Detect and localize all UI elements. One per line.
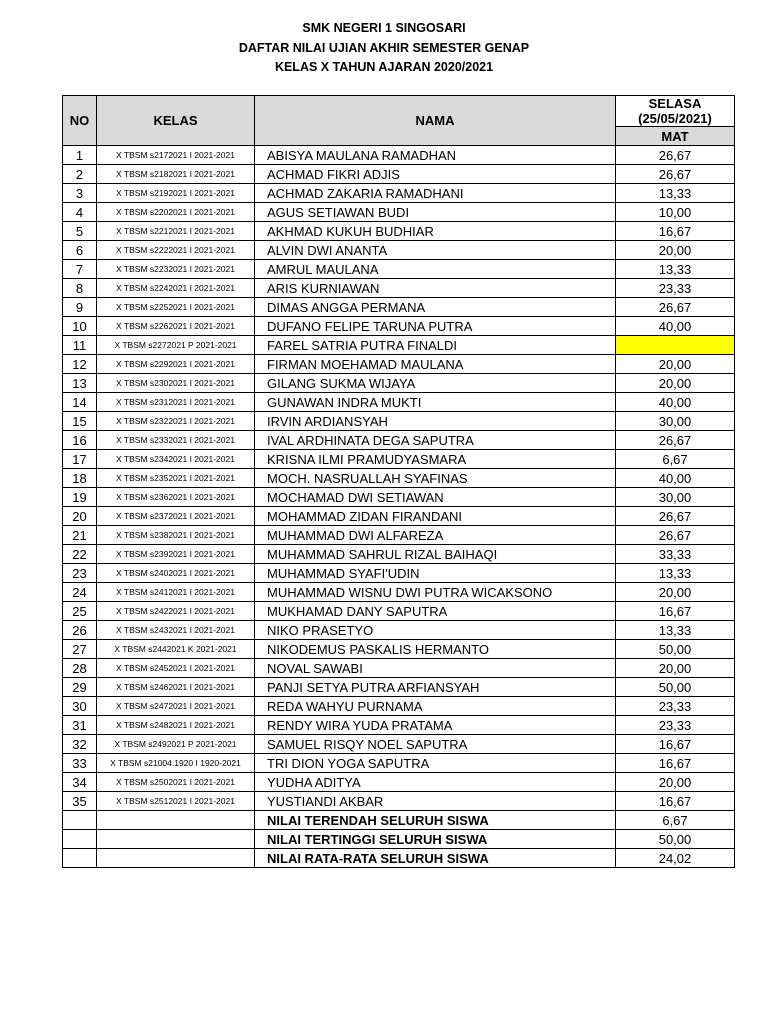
row-number-cell: 23: [63, 564, 97, 583]
class-cell: X TBSM s2492021 P 2021-2021: [97, 735, 255, 754]
summary-empty-cell: [63, 830, 97, 849]
table-row: [63, 412, 735, 431]
student-name-cell: DIMAS ANGGA PERMANA: [255, 298, 616, 317]
class-cell: X TBSM s2472021 I 2021-2021: [97, 697, 255, 716]
table-row: [63, 602, 735, 621]
student-name-cell: IRVIN ARDIANSYAH: [255, 412, 616, 431]
table-row: [63, 564, 735, 583]
row-number-cell: 6: [63, 241, 97, 260]
table-row: [63, 203, 735, 222]
math-score-cell: 23,33: [616, 716, 735, 735]
row-number-cell: 18: [63, 469, 97, 488]
math-score-cell: 26,67: [616, 298, 735, 317]
class-year-subtitle: KELAS X TAHUN AJARAN 2020/2021: [274, 60, 494, 74]
table-row: [63, 697, 735, 716]
row-number-cell: 26: [63, 621, 97, 640]
math-score-cell: 20,00: [616, 659, 735, 678]
student-name-cell: NIKODEMUS PASKALIS HERMANTO: [255, 640, 616, 659]
student-name-cell: ABISYA MAULANA RAMADHAN: [255, 146, 616, 165]
row-number-cell: 4: [63, 203, 97, 222]
class-cell: X TBSM s2262021 I 2021-2021: [97, 317, 255, 336]
math-score-cell: 16,67: [616, 602, 735, 621]
class-cell: X TBSM s2412021 I 2021-2021: [97, 583, 255, 602]
student-name-cell: TRI DION YOGA SAPUTRA: [255, 754, 616, 773]
table-row: [63, 754, 735, 773]
math-score-cell: 26,67: [616, 431, 735, 450]
table-row: [63, 260, 735, 279]
summary-row: [63, 811, 735, 830]
row-number-cell: 14: [63, 393, 97, 412]
summary-empty-cell: [63, 811, 97, 830]
student-name-cell: IVAL ARDHINATA DEGA SAPUTRA: [255, 431, 616, 450]
class-cell: X TBSM s2302021 I 2021-2021: [97, 374, 255, 393]
math-score-cell: 13,33: [616, 564, 735, 583]
class-cell: X TBSM s2452021 I 2021-2021: [97, 659, 255, 678]
class-cell: X TBSM s2252021 I 2021-2021: [97, 298, 255, 317]
table-row: [63, 792, 735, 811]
math-score-cell: 50,00: [616, 678, 735, 697]
math-score-cell: 26,67: [616, 165, 735, 184]
table-row: [63, 336, 735, 355]
class-cell: X TBSM s2382021 I 2021-2021: [97, 526, 255, 545]
row-number-cell: 34: [63, 773, 97, 792]
grades-table: [62, 95, 735, 868]
math-score-cell: 26,67: [616, 526, 735, 545]
class-cell: X TBSM s2172021 I 2021-2021: [97, 146, 255, 165]
class-cell: X TBSM s2372021 I 2021-2021: [97, 507, 255, 526]
table-row: [63, 165, 735, 184]
row-number-cell: 22: [63, 545, 97, 564]
summary-row: [63, 830, 735, 849]
student-name-cell: ACHMAD ZAKARIA RAMADHANI: [255, 184, 616, 203]
table-row: [63, 374, 735, 393]
row-number-cell: 5: [63, 222, 97, 241]
math-score-cell: 30,00: [616, 412, 735, 431]
student-name-cell: MUHAMMAD WISNU DWI PUTRA WICAKSONO: [255, 583, 616, 602]
math-score-cell: 20,00: [616, 773, 735, 792]
class-cell: X TBSM s2342021 I 2021-2021: [97, 450, 255, 469]
student-name-cell: YUSTIANDI AKBAR: [255, 792, 616, 811]
row-number-cell: 12: [63, 355, 97, 374]
student-name-cell: AGUS SETIAWAN BUDI: [255, 203, 616, 222]
class-cell: X TBSM s2422021 I 2021-2021: [97, 602, 255, 621]
class-cell: X TBSM s2432021 I 2021-2021: [97, 621, 255, 640]
math-score-cell: 10,00: [616, 203, 735, 222]
summary-label: NILAI TERENDAH SELURUH SISWA: [255, 811, 616, 830]
student-name-cell: MUHAMMAD DWI ALFAREZA: [255, 526, 616, 545]
table-row: [63, 583, 735, 602]
class-cell: X TBSM s2232021 I 2021-2021: [97, 260, 255, 279]
row-number-cell: 19: [63, 488, 97, 507]
row-number-cell: 3: [63, 184, 97, 203]
table-row: [63, 298, 735, 317]
math-score-cell: 33,33: [616, 545, 735, 564]
row-number-cell: 1: [63, 146, 97, 165]
student-name-cell: MOCH. NASRUALLAH SYAFINAS: [255, 469, 616, 488]
summary-empty-cell: [97, 811, 255, 830]
column-header-no: NO: [63, 96, 97, 146]
row-number-cell: 27: [63, 640, 97, 659]
math-score-cell: 13,33: [616, 184, 735, 203]
class-cell: X TBSM s2332021 I 2021-2021: [97, 431, 255, 450]
summary-empty-cell: [63, 849, 97, 868]
row-number-cell: 21: [63, 526, 97, 545]
table-row: [63, 545, 735, 564]
table-row: [63, 241, 735, 260]
row-number-cell: 13: [63, 374, 97, 393]
row-number-cell: 2: [63, 165, 97, 184]
math-score-cell: 16,67: [616, 792, 735, 811]
math-score-cell: 26,67: [616, 146, 735, 165]
student-name-cell: KRISNA ILMI PRAMUDYASMARA: [255, 450, 616, 469]
row-number-cell: 15: [63, 412, 97, 431]
table-row: [63, 621, 735, 640]
table-row: [63, 678, 735, 697]
row-number-cell: 11: [63, 336, 97, 355]
student-name-cell: AKHMAD KUKUH BUDHIAR: [255, 222, 616, 241]
table-row: [63, 640, 735, 659]
student-name-cell: GUNAWAN INDRA MUKTI: [255, 393, 616, 412]
table-row: [63, 716, 735, 735]
student-name-cell: NIKO PRASETYO: [255, 621, 616, 640]
math-score-cell: 40,00: [616, 317, 735, 336]
table-row: [63, 317, 735, 336]
math-score-cell: 20,00: [616, 355, 735, 374]
row-number-cell: 16: [63, 431, 97, 450]
class-cell: X TBSM s2242021 I 2021-2021: [97, 279, 255, 298]
class-cell: X TBSM s2292021 I 2021-2021: [97, 355, 255, 374]
row-number-cell: 31: [63, 716, 97, 735]
row-number-cell: 33: [63, 754, 97, 773]
class-cell: X TBSM s21004.1920 I 1920-2021: [97, 754, 255, 773]
summary-value: 6,67: [616, 811, 735, 830]
column-header-mat: MAT: [616, 127, 735, 146]
row-number-cell: 35: [63, 792, 97, 811]
table-row: [63, 526, 735, 545]
row-number-cell: 9: [63, 298, 97, 317]
table-row: [63, 146, 735, 165]
table-row: [63, 222, 735, 241]
table-row: [63, 431, 735, 450]
school-name: SMK NEGERI 1 SINGOSARI: [302, 21, 466, 35]
summary-value: 50,00: [616, 830, 735, 849]
summary-label: NILAI TERTINGGI SELURUH SISWA: [255, 830, 616, 849]
math-score-cell: 16,67: [616, 754, 735, 773]
math-score-cell: 40,00: [616, 469, 735, 488]
student-name-cell: MOCHAMAD DWI SETIAWAN: [255, 488, 616, 507]
table-row: [63, 488, 735, 507]
class-cell: X TBSM s2202021 I 2021-2021: [97, 203, 255, 222]
table-row: [63, 393, 735, 412]
table-row: [63, 184, 735, 203]
class-cell: X TBSM s2392021 I 2021-2021: [97, 545, 255, 564]
class-cell: X TBSM s2312021 I 2021-2021: [97, 393, 255, 412]
row-number-cell: 10: [63, 317, 97, 336]
table-row: [63, 450, 735, 469]
student-name-cell: SAMUEL RISQY NOEL SAPUTRA: [255, 735, 616, 754]
class-cell: X TBSM s2362021 I 2021-2021: [97, 488, 255, 507]
student-name-cell: FIRMAN MOEHAMAD MAULANA: [255, 355, 616, 374]
math-score-cell: 20,00: [616, 241, 735, 260]
student-name-cell: PANJI SETYA PUTRA ARFIANSYAH: [255, 678, 616, 697]
class-cell: X TBSM s2402021 I 2021-2021: [97, 564, 255, 583]
class-cell: X TBSM s2222021 I 2021-2021: [97, 241, 255, 260]
student-name-cell: MUHAMMAD SAHRUL RIZAL BAIHAQI: [255, 545, 616, 564]
summary-row: [63, 849, 735, 868]
math-score-cell: 6,67: [616, 450, 735, 469]
grades-table-body: [63, 146, 735, 868]
math-score-cell: 30,00: [616, 488, 735, 507]
column-header-date: SELASA (25/05/2021): [616, 96, 735, 127]
table-row: [63, 773, 735, 792]
row-number-cell: 28: [63, 659, 97, 678]
row-number-cell: 24: [63, 583, 97, 602]
table-row: [63, 507, 735, 526]
student-name-cell: REDA WAHYU PURNAMA: [255, 697, 616, 716]
student-name-cell: ARIS KURNIAWAN: [255, 279, 616, 298]
class-cell: X TBSM s2272021 P 2021-2021: [97, 336, 255, 355]
student-name-cell: AMRUL MAULANA: [255, 260, 616, 279]
column-header-kelas: KELAS: [97, 96, 255, 146]
class-cell: X TBSM s2502021 I 2021-2021: [97, 773, 255, 792]
class-cell: X TBSM s2212021 I 2021-2021: [97, 222, 255, 241]
student-name-cell: DUFANO FELIPE TARUNA PUTRA: [255, 317, 616, 336]
student-name-cell: GILANG SUKMA WIJAYA: [255, 374, 616, 393]
math-score-cell: 13,33: [616, 621, 735, 640]
student-name-cell: FAREL SATRIA PUTRA FINALDI: [255, 336, 616, 355]
row-number-cell: 7: [63, 260, 97, 279]
student-name-cell: MUHAMMAD SYAFI'UDIN: [255, 564, 616, 583]
math-score-cell: 26,67: [616, 507, 735, 526]
class-cell: X TBSM s2482021 I 2021-2021: [97, 716, 255, 735]
class-cell: X TBSM s2192021 I 2021-2021: [97, 184, 255, 203]
math-score-cell: 16,67: [616, 222, 735, 241]
student-name-cell: YUDHA ADITYA: [255, 773, 616, 792]
class-cell: X TBSM s2462021 I 2021-2021: [97, 678, 255, 697]
student-name-cell: RENDY WIRA YUDA PRATAMA: [255, 716, 616, 735]
table-row: [63, 469, 735, 488]
student-name-cell: ACHMAD FIKRI ADJIS: [255, 165, 616, 184]
summary-label: NILAI RATA-RATA SELURUH SISWA: [255, 849, 616, 868]
row-number-cell: 32: [63, 735, 97, 754]
student-name-cell: MOHAMMAD ZIDAN FIRANDANI: [255, 507, 616, 526]
math-score-cell: [616, 336, 735, 355]
math-score-cell: 20,00: [616, 583, 735, 602]
class-cell: X TBSM s2322021 I 2021-2021: [97, 412, 255, 431]
summary-value: 24,02: [616, 849, 735, 868]
math-score-cell: 40,00: [616, 393, 735, 412]
class-cell: X TBSM s2442021 K 2021-2021: [97, 640, 255, 659]
row-number-cell: 20: [63, 507, 97, 526]
student-name-cell: MUKHAMAD DANY SAPUTRA: [255, 602, 616, 621]
row-number-cell: 30: [63, 697, 97, 716]
student-name-cell: NOVAL SAWABI: [255, 659, 616, 678]
class-cell: X TBSM s2512021 I 2021-2021: [97, 792, 255, 811]
summary-empty-cell: [97, 830, 255, 849]
row-number-cell: 17: [63, 450, 97, 469]
row-number-cell: 29: [63, 678, 97, 697]
math-score-cell: 23,33: [616, 697, 735, 716]
class-cell: X TBSM s2352021 I 2021-2021: [97, 469, 255, 488]
row-number-cell: 25: [63, 602, 97, 621]
math-score-cell: 50,00: [616, 640, 735, 659]
summary-empty-cell: [97, 849, 255, 868]
table-row: [63, 659, 735, 678]
math-score-cell: 16,67: [616, 735, 735, 754]
math-score-cell: 13,33: [616, 260, 735, 279]
math-score-cell: 20,00: [616, 374, 735, 393]
table-row: [63, 355, 735, 374]
table-row: [63, 735, 735, 754]
column-header-nama: NAMA: [255, 96, 616, 146]
document-title: DAFTAR NILAI UJIAN AKHIR SEMESTER GENAP: [238, 41, 530, 55]
table-row: [63, 279, 735, 298]
row-number-cell: 8: [63, 279, 97, 298]
student-name-cell: ALVIN DWI ANANTA: [255, 241, 616, 260]
class-cell: X TBSM s2182021 I 2021-2021: [97, 165, 255, 184]
math-score-cell: 23,33: [616, 279, 735, 298]
